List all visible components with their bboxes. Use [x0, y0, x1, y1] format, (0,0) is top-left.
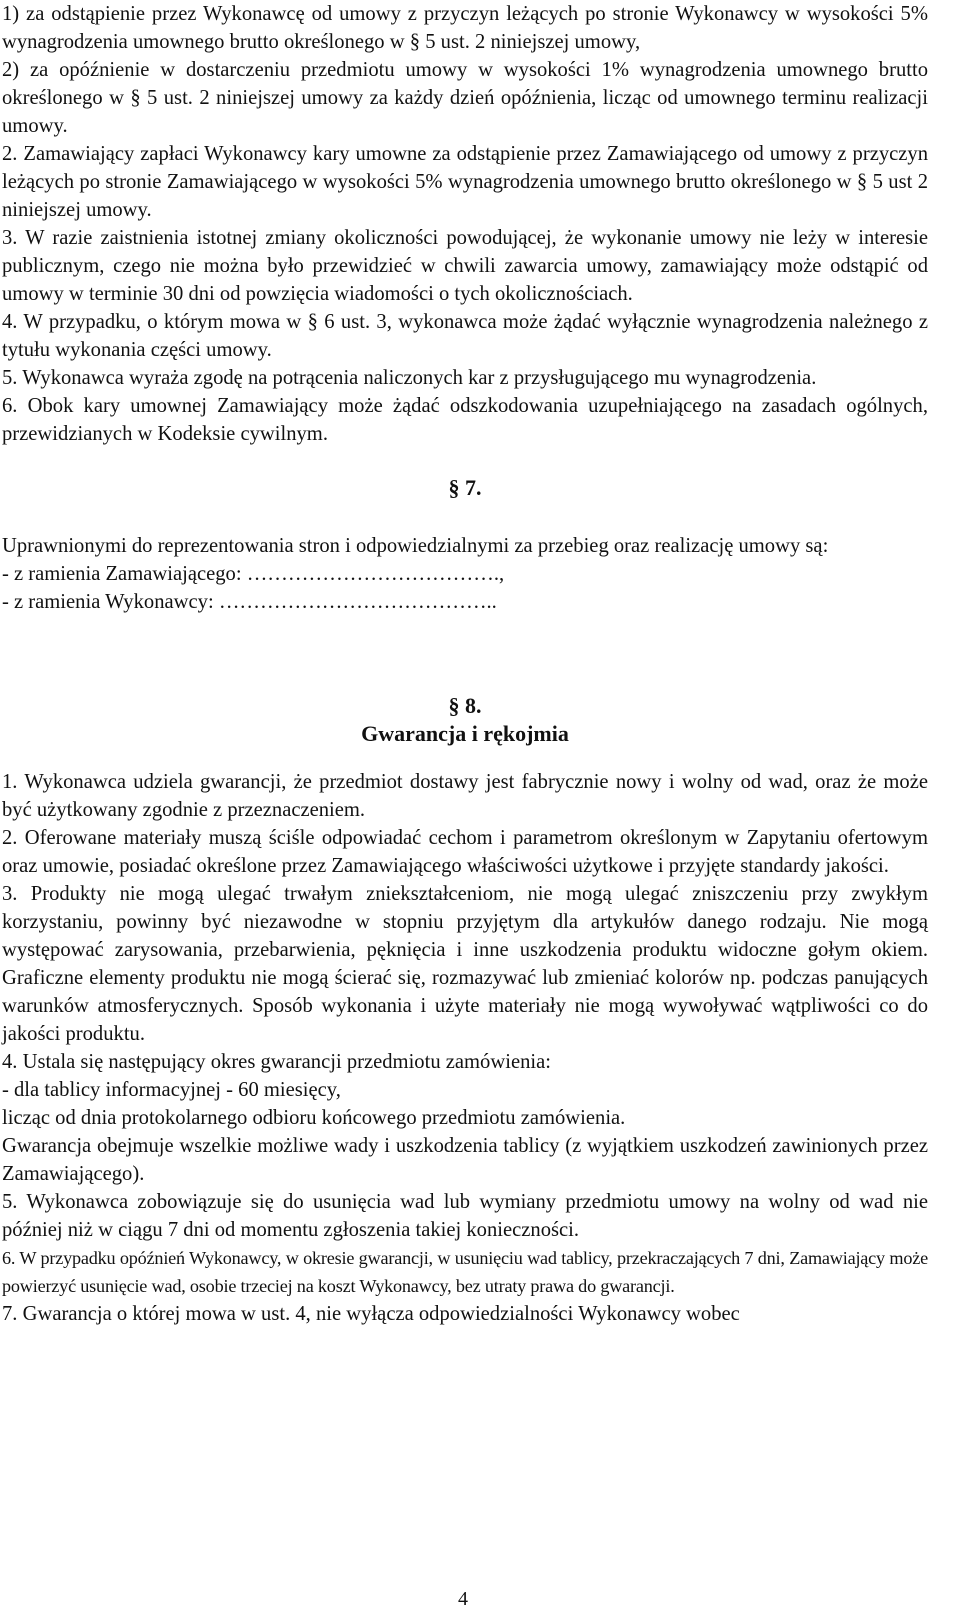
paragraph-penalty-withdrawal: 1) za odstąpienie przez Wykonawcę od umowy z przyczyn leżących po stronie Wykonawcy w wysokości 5% wynagrodzenia umownego brutto określonego w § 5 ust. 2 niniejszej umowy, — [2, 3, 928, 53]
spacer — [2, 448, 928, 474]
warranty-paragraph-7: 7. Gwarancja o której mowa w ust. 4, nie wyłącza odpowiedzialności Wykonawcy wobec — [2, 1303, 740, 1325]
warranty-scope: Gwarancja obejmuje wszelkie możliwe wady i uszkodzenia tablicy (z wyjątkiem uszkodzeń zawinionych przez Zamawiającego). — [2, 1135, 928, 1185]
section-7-line-contractor: - z ramienia Wykonawcy: ………………………………….. — [2, 591, 497, 613]
section-7-heading: § 7. — [448, 475, 482, 500]
warranty-paragraph-6: 6. W przypadku opóźnień Wykonawcy, w okresie gwarancji, w usunięciu wad tablicy, przekraczających 7 dni, Zamawiający może powierzyć usunięcie wad, osobie trzeciej na koszt Wykonawcy, bez utraty prawa do gwarancji. — [2, 1248, 928, 1296]
section-7-paragraph: Uprawnionymi do reprezentowania stron i odpowiedzialnymi za przebieg oraz realizację umowy są: — [2, 535, 829, 557]
paragraph-penalty-delay: 2) za opóźnienie w dostarczeniu przedmiotu umowy w wysokości 1% wynagrodzenia umownego brutto określonego w § 5 ust. 2 niniejszej umowy za każdy dzień opóźnienia, licząc od umownego terminu realizacji umowy. — [2, 59, 928, 137]
warranty-paragraph-4: 4. Ustala się następujący okres gwarancji przedmiotu zamówienia: — [2, 1051, 551, 1073]
warranty-paragraph-3: 3. Produkty nie mogą ulegać trwałym zniekształceniom, nie mogą ulegać zniszczeniu przy zwykłym korzystaniu, powinny być niezawodne w stopniu przyjętym dla artykułów danego rodzaju. Nie mogą występować zarysowania, przebarwienia, pęknięcia i inne uszkodzenia produktu widoczne gołym okiem. Graficzne elementy produktu nie mogą ścierać się, rozmazywać lub zmieniać kolorów np. podczas panujących warunków atmosferycznych. Sposób wykonania i użyte materiały nie mogą wywoływać wątpliwości co do jakości produktu. — [2, 883, 928, 1045]
warranty-paragraph-5: 5. Wykonawca zobowiązuje się do usunięcia wad lub wymiany przedmiotu umowy na wolny od wad nie później niż w ciągu 7 dni od momentu zgłoszenia takiej konieczności. — [2, 1191, 928, 1241]
paragraph-change-circumstances: 3. W razie zaistnienia istotnej zmiany okoliczności powodującej, że wykonanie umowy nie leży w interesie publicznym, czego nie można było przewidzieć w chwili zawarcia umowy, zamawiający może odstąpić od umowy w terminie 30 dni od powzięcia wiadomości o tych okolicznościach. — [2, 227, 928, 305]
section-7-line-orderer: - z ramienia Zamawiającego: ………………………………., — [2, 563, 505, 585]
warranty-paragraph-2: 2. Oferowane materiały muszą ściśle odpowiadać cechom i parametrom określonym w Zapytaniu ofertowym oraz umowie, posiadać określone przez Zamawiającego właściwości użytkowe i przyjęte standardy jakości. — [2, 827, 928, 877]
paragraph-compensation: 6. Obok kary umownej Zamawiający może żądać odszkodowania uzupełniającego na zasadach ogólnych, przewidzianych w Kodeksie cywilnym. — [2, 395, 928, 445]
spacer — [2, 502, 928, 532]
paragraph-orderer-penalty: 2. Zamawiający zapłaci Wykonawcy kary umowne za odstąpienie przez Zamawiającego od umowy z przyczyn leżących po stronie Zamawiającego w wysokości 5% wynagrodzenia umownego brutto określonego w § 5 ust 2 niniejszej umowy. — [2, 143, 928, 221]
spacer — [2, 616, 928, 692]
warranty-period-item: - dla tablicy informacyjnej - 60 miesięcy, — [2, 1079, 341, 1101]
section-8-heading: § 8. — [448, 693, 482, 718]
paragraph-remuneration-part: 4. W przypadku, o którym mowa w § 6 ust. 3, wykonawca może żądać wyłącznie wynagrodzenia należnego z tytułu wykonania części umowy. — [2, 311, 928, 361]
page-number: 4 — [458, 1588, 468, 1610]
spacer — [2, 748, 928, 768]
paragraph-deduction-consent: 5. Wykonawca wyraża zgodę na potrącenia naliczonych kar z przysługującego mu wynagrodzenia. — [2, 367, 817, 389]
document-content — [2, 0, 928, 1328]
warranty-paragraph-1: 1. Wykonawca udziela gwarancji, że przedmiot dostawy jest fabrycznie nowy i wolny od wad, oraz że może być użytkowany zgodnie z przeznaczeniem. — [2, 771, 928, 821]
warranty-period-start: licząc od dnia protokolarnego odbioru końcowego przedmiotu zamówienia. — [2, 1107, 626, 1129]
section-8-subheading: Gwarancja i rękojmia — [361, 721, 569, 746]
